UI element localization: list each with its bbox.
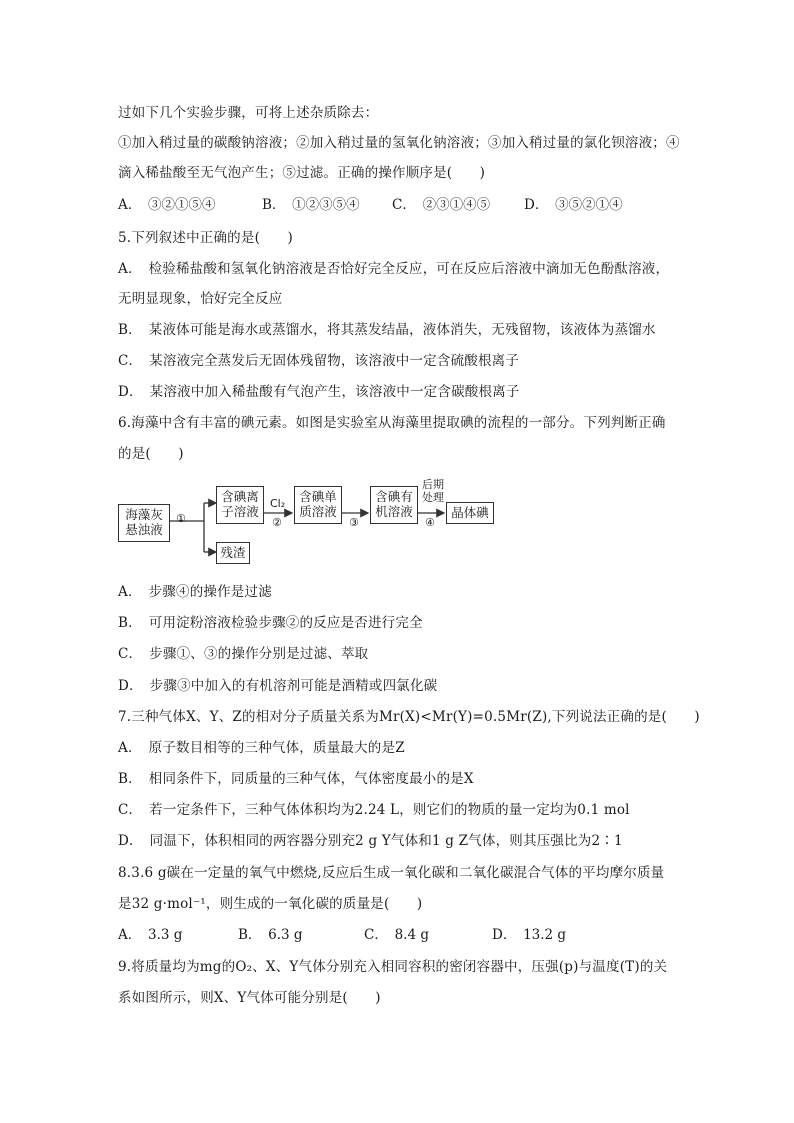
question-7: 7.三种气体X、Y、Z的相对分子质量关系为Mr(X)<Mr(Y)=0.5Mr(Z),下列说法正确的是( ): [118, 709, 700, 725]
flow-org-line2: 机溶液: [375, 504, 413, 519]
q6-option-d: D． 步骤③中加入的有机溶剂可能是酒精或四氯化碳: [118, 678, 438, 694]
flow-residue-label: 残渣: [220, 545, 246, 560]
q7-option-c: C． 若一定条件下，三种气体体积均为2.24 L，则它们的物质的量一定均为0.1 mol: [118, 802, 630, 818]
flow-start-box: [118, 504, 170, 542]
q4-option-b: B． ①②③⑤④: [262, 197, 360, 213]
q5-option-b: B． 某液体可能是海水或蒸馏水，将其蒸发结晶，液体消失，无残留物，该液体为蒸馏水: [118, 322, 656, 338]
q4-option-c: C． ②③①④⑤: [392, 197, 491, 213]
question-6-cont: 的是( ): [118, 446, 184, 462]
flow-post-line2: 处理: [422, 491, 444, 504]
question-9: 9.将质量均为mg的O₂、X、Y气体分别充入相同容积的密闭容器中，压强(p)与温度(T)的关: [118, 959, 668, 975]
flow-org-line1: 含碘有: [375, 489, 413, 504]
flow-elem-line2: 质溶液: [299, 504, 337, 519]
q6-option-c: C． 步骤①、③的操作分别是过滤、萃取: [118, 646, 369, 662]
question-8-cont: 是32 g·mol⁻¹，则生成的一氧化碳的质量是( ): [118, 896, 423, 912]
q5-option-c: C． 某溶液完全蒸发后无固体残留物，该溶液中一定含硫酸根离子: [118, 353, 520, 369]
q7-option-a: A． 原子数目相等的三种气体，质量最大的是Z: [118, 740, 405, 756]
q8-option-d: D． 13.2 g: [492, 927, 567, 943]
flow-ion-line2: 子溶液: [221, 504, 259, 519]
q5-option-d: D． 某溶液中加入稀盐酸有气泡产生，该溶液中一定含碳酸根离子: [118, 384, 520, 400]
iodine-flow-diagram: [118, 478, 518, 570]
flow-org-box: [370, 486, 418, 524]
flow-elem-box: [294, 486, 342, 524]
flow-crystal-label: 晶体碘: [451, 505, 489, 520]
q5-option-a-cont: 无明显现象，恰好完全反应: [118, 291, 283, 307]
text-line: 滴入稀盐酸至无气泡产生；⑤过滤。正确的操作顺序是( ): [118, 165, 486, 181]
q7-option-d: D． 同温下，体积相同的两容器分别充2 g Y气体和1 g Z气体，则其压强比为2∶1: [118, 833, 623, 849]
flow-post-line1: 后期: [422, 478, 444, 491]
flow-step-1: ①: [176, 512, 186, 525]
text-line: 过如下几个实验步骤，可将上述杂质除去：: [118, 105, 379, 121]
flow-step-3: ③: [349, 516, 359, 529]
flow-reagent: Cl₂: [270, 497, 286, 510]
question-9-cont: 系如图所示，则X、Y气体可能分别是( ): [118, 990, 381, 1006]
q6-option-b: B． 可用淀粉溶液检验步骤②的反应是否进行完全: [118, 615, 423, 631]
flow-post-label: [422, 478, 444, 504]
q8-option-a: A． 3.3 g: [118, 927, 183, 943]
q6-option-a: A． 步骤④的操作是过滤: [118, 584, 272, 600]
q7-option-b: B． 相同条件下，同质量的三种气体，气体密度最小的是X: [118, 771, 474, 787]
q8-option-b: B． 6.3 g: [238, 927, 303, 943]
question-5: 5.下列叙述中正确的是( ): [118, 230, 293, 246]
question-6: 6.海藻中含有丰富的碘元素。如图是实验室从海藻里提取碘的流程的一部分。下列判断正确: [118, 415, 666, 431]
flow-elem-line1: 含碘单: [299, 489, 337, 504]
q4-option-a: A． ③②①⑤④: [118, 197, 216, 213]
flow-residue-box: [216, 542, 250, 564]
flow-ion-box: [216, 486, 264, 524]
q5-option-a: A． 检验稀盐酸和氢氧化钠溶液是否恰好完全反应，可在反应后溶液中滴加无色酚酞溶液，: [118, 261, 670, 277]
q4-option-d: D． ③⑤②①④: [524, 197, 623, 213]
question-8: 8.3.6 g碳在一定量的氧气中燃烧,反应后生成一氧化碳和二氧化碳混合气体的平均摩尔质量: [118, 865, 665, 881]
text-line: ①加入稍过量的碳酸钠溶液；②加入稍过量的氢氧化钠溶液；③加入稍过量的氯化钡溶液；④: [118, 135, 680, 151]
flow-start-line2: 悬浊液: [125, 522, 163, 537]
flow-crystal-box: [446, 502, 494, 524]
flow-step-4: ④: [425, 516, 435, 529]
flow-ion-line1: 含碘离: [221, 489, 259, 504]
flow-start-line1: 海藻灰: [125, 507, 163, 522]
flow-step-2: ②: [272, 516, 282, 529]
q8-option-c: C． 8.4 g: [364, 927, 429, 943]
